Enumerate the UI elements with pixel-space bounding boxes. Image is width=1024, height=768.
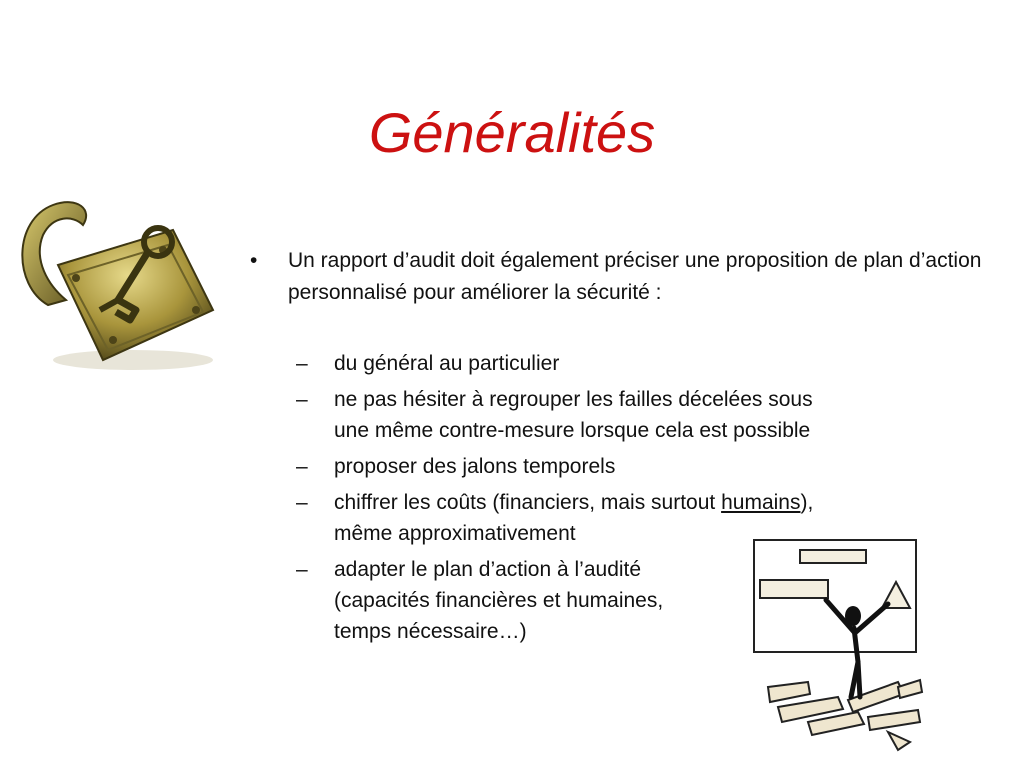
padlock-with-key-icon	[8, 190, 223, 375]
sub-bullet-3	[296, 451, 946, 482]
sub-bullet-5-line-2: (capacités financières et humaines,	[334, 589, 664, 612]
stick-figure-planning-board-icon	[748, 532, 928, 757]
main-bullet	[250, 245, 990, 309]
sub-bullet-1-text: du général au particulier	[334, 352, 560, 375]
sub-bullet-marker: –	[296, 558, 308, 581]
sub-bullet-marker: –	[296, 491, 308, 514]
sub-bullet-marker: –	[296, 352, 308, 375]
sub-bullet-5-line-1: adapter le plan d’action à l’audité	[334, 558, 642, 581]
sub-bullet-4-punct: ),	[800, 491, 814, 514]
sub-bullet-2-line-1: ne pas hésiter à regrouper les failles décelées sous	[334, 388, 813, 411]
bullet-marker: •	[250, 249, 258, 272]
sub-bullet-marker: –	[296, 455, 308, 478]
sub-bullet-3-text: proposer des jalons temporels	[334, 455, 616, 478]
sub-bullet-1	[296, 348, 946, 379]
sub-bullet-2-line-2: une même contre-mesure lorsque cela est possible	[334, 419, 811, 442]
humains-underlined: humains	[721, 491, 801, 514]
slide-title: Généralités	[368, 101, 656, 164]
main-bullet-text: Un rapport d’audit doit également préciser une proposition de plan d’action personnalisé pour améliorer la sécurité :	[288, 249, 982, 304]
sub-bullet-2	[296, 384, 946, 446]
sub-bullet-4-line-1: chiffrer les coûts (financiers, mais surtout	[334, 491, 722, 514]
sub-bullet-4-line-2: même approximativement	[334, 522, 576, 545]
sub-bullet-5-line-3: temps nécessaire…)	[334, 620, 527, 643]
sub-bullet-marker: –	[296, 388, 308, 411]
